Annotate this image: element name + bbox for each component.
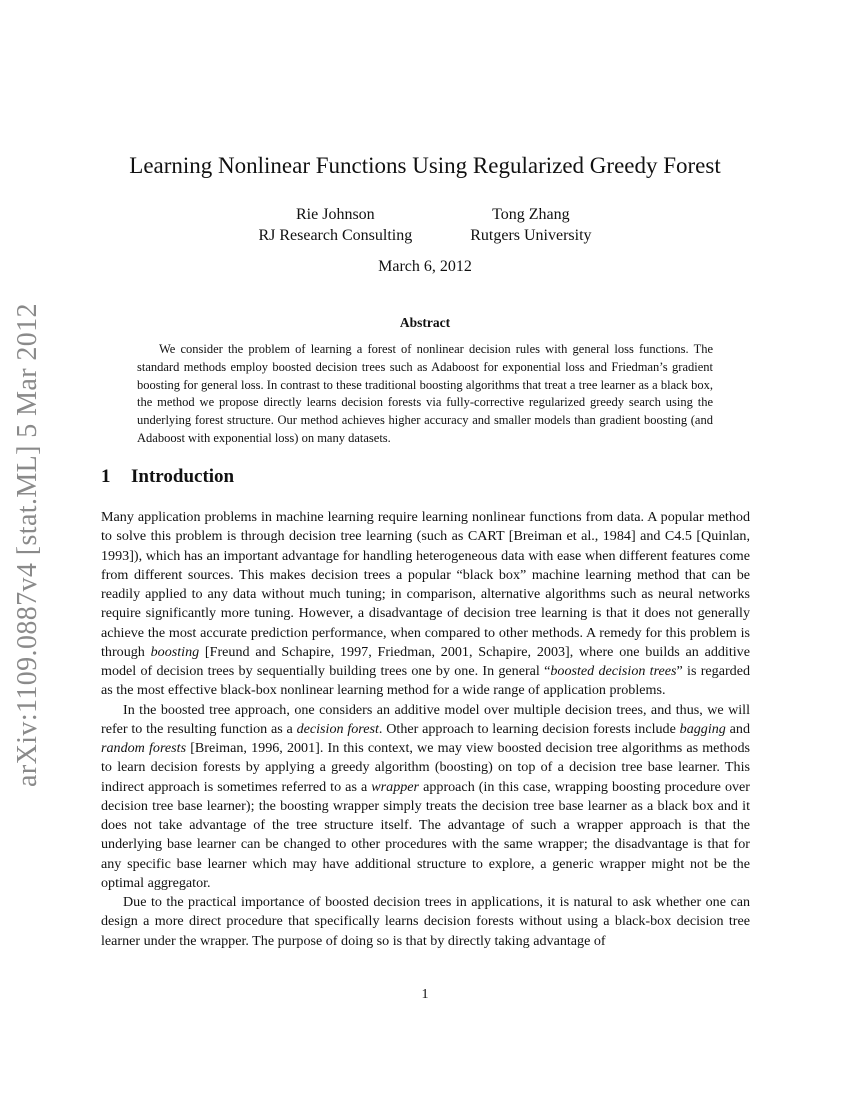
- paragraph-1: [101, 508, 750, 701]
- abstract-text: We consider the problem of learning a forest of nonlinear decision rules with general loss functions. The standard methods employ boosted decision trees such as Adaboost for exponential loss and Friedman’s gradient boosting for general loss. In contrast to these traditional boosting algorithms that treat a tree learner as a black box, the method we propose directly learns decision forests via fully-corrective regularized greedy search using the underlying forest structure. Our method achieves higher accuracy and smaller models than gradient boosting (and Adaboost with exponential loss) on many datasets.: [137, 342, 713, 445]
- author-2: [470, 204, 591, 246]
- paragraph-2-text: approach (in this case, wrapping boosting procedure over decision tree base learner); the boosting wrapper simply treats the decision tree base learner as a black box and it does not take advantage of the tree structure itself. The advantage of such a wrapper approach is that the underlying base learner can be changed to other procedures with the same wrapper; the disadvantage is that for any specific base learner which may have additional structure to explore, a generic wrapper might not be the optimal aggregator.: [101, 778, 750, 891]
- author-1-affiliation: RJ Research Consulting: [258, 227, 413, 244]
- paragraph-1-text: ” is regarded as the most effective black-box nonlinear learning method for a wide range of application problems.: [101, 663, 750, 699]
- arxiv-identifier-stamp: arXiv:1109.0887v4 [stat.ML] 5 Mar 2012: [12, 303, 43, 787]
- paragraph-2-text: [Breiman, 1996, 2001]. In this context, we may view boosted decision tree algorithms as methods to learn decision forests by applying a greedy algorithm (boosting) on top of a decision tree base learner. This indirect approach is sometimes referred to as a: [101, 740, 750, 795]
- paragraph-2-emphasis-decision-forest: decision forest: [296, 720, 379, 737]
- section-number: 1: [101, 466, 111, 487]
- paper-title: Learning Nonlinear Functions Using Regularized Greedy Forest: [129, 153, 721, 178]
- publication-date: March 6, 2012: [378, 258, 472, 275]
- section-body: [101, 508, 750, 951]
- paragraph-1-emphasis-boosted-trees: boosted decision trees: [550, 663, 677, 679]
- paragraph-1-text: [Freund and Schapire, 1997, Friedman, 2001, Schapire, 2003], where one builds an additive model of decision trees by sequentially building trees one by one. In general “: [101, 643, 750, 679]
- paragraph-3-text: Due to the practical importance of boosted decision trees in applications, it is natural to ask whether one can design a more direct procedure that specifically learns decision forests without using a black-box decision tree learner under the wrapper. The purpose of doing so is that by directly taking advantage of: [101, 894, 750, 949]
- paragraph-2: [101, 701, 750, 894]
- author-2-affiliation: Rutgers University: [470, 227, 592, 244]
- author-block: [0, 204, 850, 246]
- author-1: [258, 204, 412, 246]
- paragraph-2-emphasis-wrapper: wrapper: [371, 778, 420, 795]
- abstract-heading: Abstract: [399, 315, 451, 330]
- paragraph-1-emphasis-boosting: boosting: [150, 643, 200, 660]
- page-number: 1: [421, 987, 429, 1002]
- paragraph-2-emphasis-random-forests: random forests: [101, 740, 187, 756]
- paragraph-2-text: and: [725, 720, 750, 737]
- section-heading: [101, 466, 234, 488]
- paragraph-1-text: Many application problems in machine learning require learning nonlinear functions from data. A popular method to solve this problem is through decision tree learning (such as CART [Breiman et al., 1984] and C4.5 [Quinlan, 1993]), which has an important advantage for handling heterogeneous data with ease when different features come from different sources. This makes decision trees a popular “black box” machine learning method that can be readily applied to any data without much tuning; in comparison, alternative algorithms such as neural networks require significantly more tuning. However, a disadvantage of decision tree learning is that it does not generally achieve the most accurate prediction performance, when compared to other methods. A remedy for this problem is through: [101, 509, 750, 660]
- paragraph-2-emphasis-bagging: bagging: [679, 720, 726, 737]
- paragraph-3: [101, 893, 750, 951]
- paragraph-2-text: . Other approach to learning decision forests include: [378, 720, 680, 737]
- author-1-name: Rie Johnson: [296, 206, 375, 223]
- paragraph-2-text: In the boosted tree approach, one considers an additive model over multiple decision trees, and thus, we will refer to the resulting function as a: [101, 701, 750, 737]
- author-2-name: Tong Zhang: [492, 206, 570, 223]
- section-title: Introduction: [131, 466, 235, 487]
